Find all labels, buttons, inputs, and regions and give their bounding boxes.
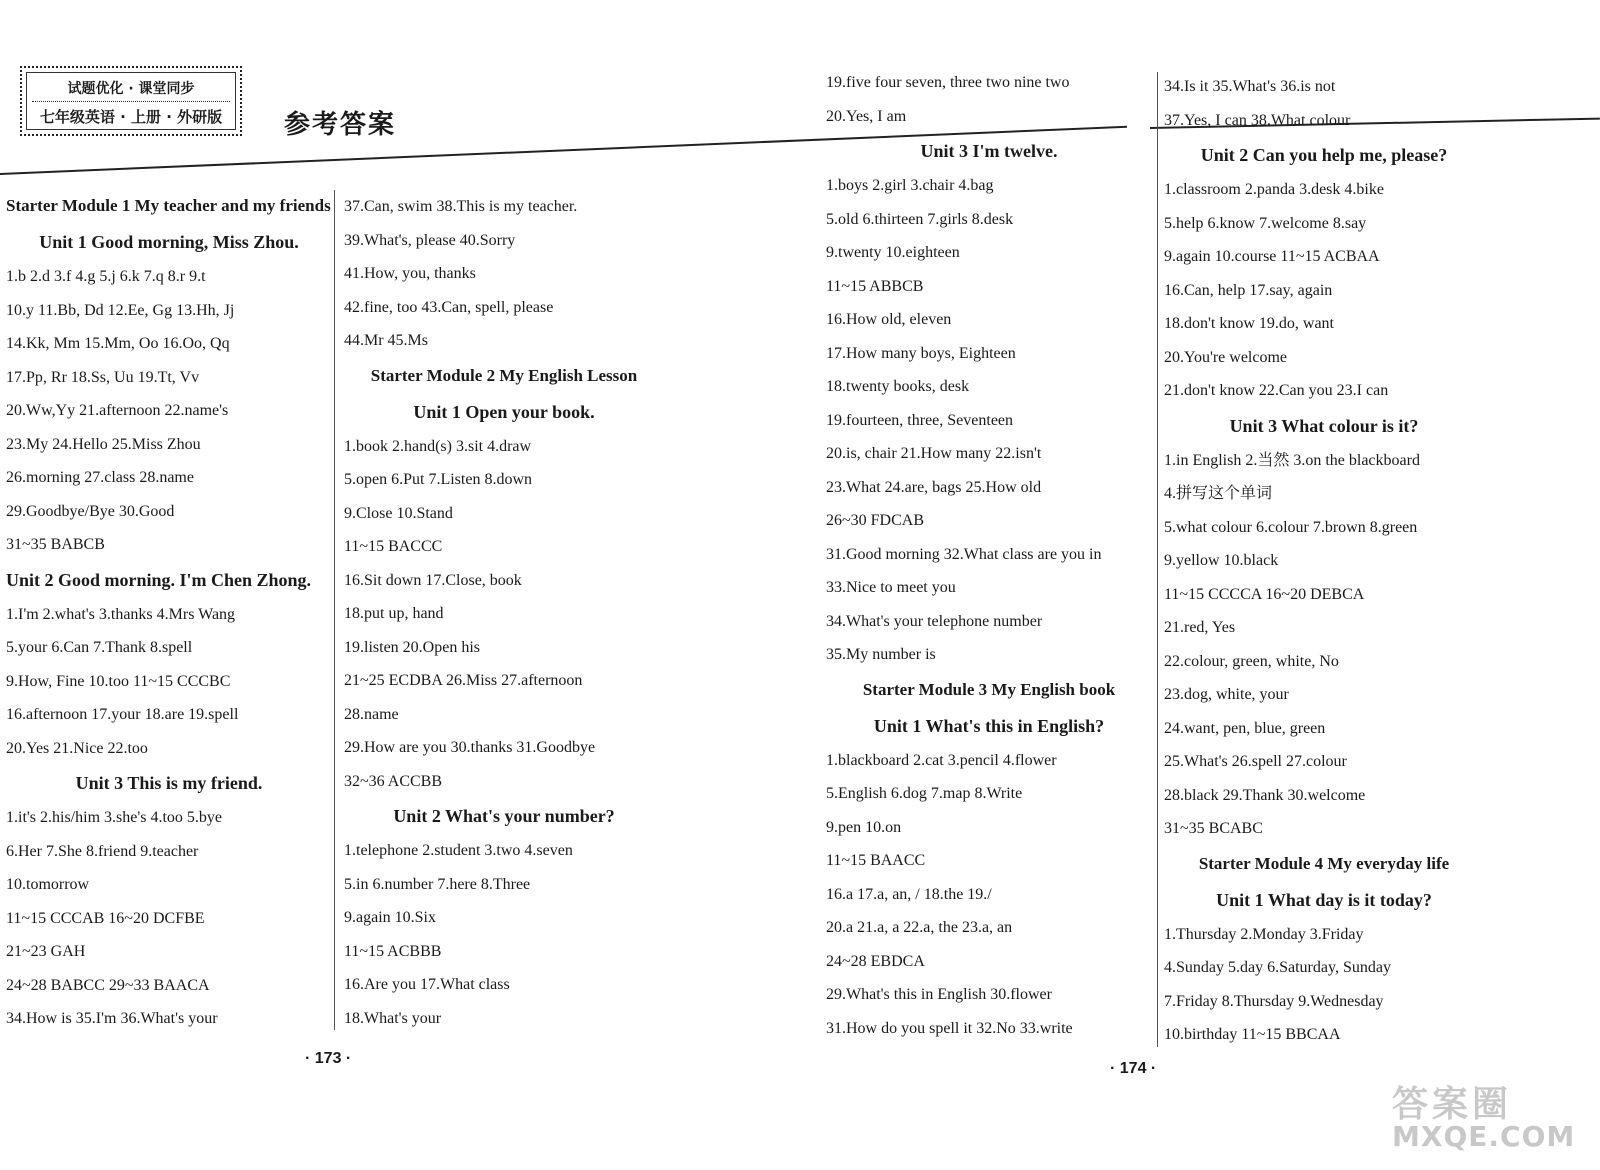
answer-line: 17.Pp, Rr 18.Ss, Uu 19.Tt, Vv (6, 368, 200, 386)
watermark-url: MXQE.COM (1392, 1120, 1576, 1153)
answer-line: 21.don't know 22.Can you 23.I can (1164, 382, 1389, 399)
answer-line: 20.Ww,Yy 21.afternoon 22.name's (6, 402, 229, 419)
unit-heading: Unit 3 I'm twelve. (920, 141, 1058, 161)
answer-line: 1.blackboard 2.cat 3.pencil 4.flower (826, 751, 1057, 769)
answer-line: 23.What 24.are, bags 25.How old (826, 478, 1042, 496)
answer-line: 1.b 2.d 3.f 4.g 5.j 6.k 7.q 8.r 9.t (6, 268, 206, 285)
answer-line: 5.your 6.Can 7.Thank 8.spell (6, 639, 193, 656)
answer-line: 23.dog, white, your (1164, 686, 1289, 703)
answer-line: 28.name (344, 705, 399, 723)
answer-line: 34.What's your telephone number (826, 612, 1043, 630)
answer-line: 23.My 24.Hello 25.Miss Zhou (6, 435, 201, 453)
answer-line: 5.help 6.know 7.welcome 8.say (1164, 214, 1367, 232)
unit-heading: Unit 2 Can you help me, please? (1200, 145, 1448, 165)
answer-line: 11~15 CCCAB 16~20 DCFBE (6, 909, 205, 927)
answer-line: 32~36 ACCBB (344, 772, 443, 790)
page-number-left: · 173 · (305, 1050, 352, 1067)
answer-list (826, 66, 1152, 133)
answer-line: 21~23 GAH (6, 943, 86, 960)
answer-list (1164, 173, 1484, 408)
page-number-right: · 174 · (1110, 1060, 1157, 1077)
answer-line: 42.fine, too 43.Can, spell, please (344, 298, 554, 316)
answer-line: 19.listen 20.Open his (344, 638, 480, 656)
answer-line: 22.colour, green, white, No (1164, 652, 1339, 670)
answer-line: 5.English 6.dog 7.map 8.Write (826, 785, 1023, 802)
answer-line: 19.five four seven, three two nine two (826, 74, 1070, 91)
answer-column-1 (6, 188, 332, 1036)
answer-line: 11~15 BAACC (826, 852, 926, 869)
answer-line: 33.Nice to meet you (826, 579, 956, 596)
answer-line: 11~15 BACCC (344, 538, 443, 555)
answer-line: 18.don't know 19.do, want (1164, 315, 1334, 332)
answer-list (344, 430, 664, 799)
answer-line: 41.How, you, thanks (344, 265, 476, 282)
answer-line: 5.what colour 6.colour 7.brown 8.green (1164, 518, 1418, 536)
answer-line: 21~25 ECDBA 26.Miss 27.afternoon (344, 672, 583, 689)
answer-line: 1.book 2.hand(s) 3.sit 4.draw (344, 437, 532, 455)
answer-line: 1.classroom 2.panda 3.desk 4.bike (1164, 181, 1384, 198)
answer-line: 37.Yes, I can 38.What colour (1164, 111, 1351, 129)
unit-heading: Unit 1 What's this in English? (873, 715, 1105, 736)
answer-line: 29.What's this in English 30.flower (826, 986, 1052, 1003)
unit-heading: Unit 1 What day is it today? (1216, 889, 1432, 910)
answer-line: 7.Friday 8.Thursday 9.Wednesday (1164, 992, 1384, 1010)
answer-line: 10.birthday 11~15 BBCAA (1164, 1026, 1341, 1043)
series-brand-box (20, 66, 242, 136)
answer-line: 24~28 BABCC 29~33 BAACA (6, 976, 210, 994)
unit-heading: Unit 2 Good morning. I'm Chen Zhong. (6, 569, 312, 590)
answer-list (344, 834, 664, 1035)
answer-line: 16.How old, eleven (826, 311, 952, 328)
answer-line: 9.pen 10.on (826, 818, 902, 836)
answer-line: 16.Are you 17.What class (344, 976, 510, 993)
answer-line: 24.want, pen, blue, green (1164, 719, 1326, 737)
answer-line: 24~28 EBDCA (826, 952, 925, 970)
answer-line: 28.black 29.Thank 30.welcome (1164, 786, 1366, 804)
answer-line: 20.You're welcome (1164, 348, 1288, 366)
answer-line: 4.Sunday 5.day 6.Saturday, Sunday (1164, 959, 1391, 976)
answer-line: 11~15 ACBBB (344, 942, 442, 960)
answer-line: 34.Is it 35.What's 36.is not (1164, 78, 1336, 95)
column-divider (334, 190, 335, 1030)
unit-heading: Unit 1 Open your book. (413, 401, 595, 422)
answer-list (1164, 70, 1484, 137)
answer-list (826, 169, 1152, 672)
answer-line: 5.in 6.number 7.here 8.Three (344, 875, 531, 893)
unit-heading: Unit 2 What's your number? (393, 806, 615, 826)
answer-line: 37.Can, swim 38.This is my teacher. (344, 198, 578, 215)
answer-line: 17.How many boys, Eighteen (826, 344, 1016, 362)
answer-line: 20.Yes 21.Nice 22.too (6, 739, 148, 757)
answer-line: 31~35 BCABC (1164, 820, 1263, 837)
answer-line: 44.Mr 45.Ms (344, 332, 429, 349)
answer-line: 1.Thursday 2.Monday 3.Friday (1164, 925, 1364, 943)
answer-line: 18.twenty books, desk (826, 378, 970, 395)
answer-line: 9.again 10.Six (344, 909, 436, 926)
answer-line: 20.is, chair 21.How many 22.isn't (826, 445, 1042, 462)
answer-column-3 (826, 66, 1152, 1045)
answer-line: 9.twenty 10.eighteen (826, 244, 960, 261)
answer-list (6, 801, 332, 1036)
book-edition: 七年级英语 · 上册 · 外研版 (39, 108, 223, 126)
answer-list (826, 744, 1152, 1046)
answer-line: 10.tomorrow (6, 876, 90, 893)
answer-line: 1.boys 2.girl 3.chair 4.bag (826, 177, 994, 194)
answer-line: 9.Close 10.Stand (344, 504, 453, 522)
answer-line: 35.My number is (826, 646, 936, 663)
answer-line: 26.morning 27.class 28.name (6, 469, 194, 486)
unit-heading: Unit 3 This is my friend. (75, 773, 263, 793)
unit-heading: Unit 1 Good morning, Miss Zhou. (39, 232, 299, 252)
answer-line: 1.I'm 2.what's 3.thanks 4.Mrs Wang (6, 605, 236, 623)
answer-list (1164, 444, 1484, 846)
answer-line: 16.a 17.a, an, / 18.the 19./ (826, 885, 992, 903)
answer-line: 10.y 11.Bb, Dd 12.Ee, Gg 13.Hh, Jj (6, 301, 235, 319)
answer-line: 4.拼写这个单词 (1164, 485, 1273, 502)
module-heading: Starter Module 1 My teacher and my friends (6, 196, 331, 215)
answer-line: 31.Good morning 32.What class are you in (826, 545, 1102, 563)
answer-line: 9.yellow 10.black (1164, 552, 1279, 569)
answer-line: 21.red, Yes (1164, 619, 1236, 636)
answer-line: 6.Her 7.She 8.friend 9.teacher (6, 842, 199, 860)
answer-line: 20.a 21.a, a 22.a, the 23.a, an (826, 919, 1013, 936)
answer-line: 9.How, Fine 10.too 11~15 CCCBC (6, 672, 231, 690)
answer-list (344, 190, 664, 358)
brand-divider (32, 101, 230, 102)
unit-heading: Unit 3 What colour is it? (1229, 415, 1419, 436)
answer-line: 18.What's your (344, 1009, 442, 1027)
answer-column-2 (344, 190, 664, 1035)
column-divider (1157, 72, 1158, 1047)
answer-line: 29.How are you 30.thanks 31.Goodbye (344, 739, 596, 756)
answer-line: 1.telephone 2.student 3.two 4.seven (344, 842, 573, 859)
module-heading: Starter Module 3 My English book (862, 679, 1116, 699)
answer-line: 16.Can, help 17.say, again (1164, 281, 1333, 299)
answer-line: 26~30 FDCAB (826, 512, 925, 529)
answer-line: 11~15 CCCCA 16~20 DEBCA (1164, 585, 1365, 603)
answer-column-4 (1164, 70, 1484, 1052)
answer-line: 39.What's, please 40.Sorry (344, 231, 516, 249)
answer-list (1164, 918, 1484, 1052)
answer-line: 1.in English 2.当然 3.on the blackboard (1164, 451, 1420, 469)
answer-list (6, 598, 332, 766)
answer-list (6, 260, 332, 562)
answer-line: 20.Yes, I am (826, 107, 907, 125)
answer-line: 11~15 ABBCB (826, 277, 924, 295)
watermark-text: 答案圈 (1392, 1084, 1513, 1125)
answer-line: 18.put up, hand (344, 605, 444, 622)
answer-line: 14.Kk, Mm 15.Mm, Oo 16.Oo, Qq (6, 335, 230, 352)
page-title: 参考答案 (284, 110, 397, 140)
answer-line: 34.How is 35.I'm 36.What's your (6, 1010, 218, 1027)
answer-line: 25.What's 26.spell 27.colour (1164, 753, 1347, 770)
answer-line: 5.old 6.thirteen 7.girls 8.desk (826, 210, 1014, 228)
answer-line: 16.Sit down 17.Close, book (344, 571, 522, 589)
answer-line: 31~35 BABCB (6, 536, 105, 553)
answer-line: 9.again 10.course 11~15 ACBAA (1164, 248, 1380, 265)
answer-line: 19.fourteen, three, Seventeen (826, 411, 1014, 429)
answer-line: 31.How do you spell it 32.No 33.write (826, 1019, 1073, 1037)
answer-line: 16.afternoon 17.your 18.are 19.spell (6, 706, 239, 723)
answer-line: 1.it's 2.his/him 3.she's 4.too 5.bye (6, 809, 222, 826)
answer-line: 5.open 6.Put 7.Listen 8.down (344, 471, 532, 488)
series-name: 试题优化 · 课堂同步 (67, 81, 195, 97)
module-heading: Starter Module 2 My English Lesson (370, 365, 638, 385)
module-heading: Starter Module 4 My everyday life (1198, 853, 1450, 873)
answer-line: 29.Goodbye/Bye 30.Good (6, 502, 175, 520)
watermark-logo (1392, 1076, 1576, 1156)
